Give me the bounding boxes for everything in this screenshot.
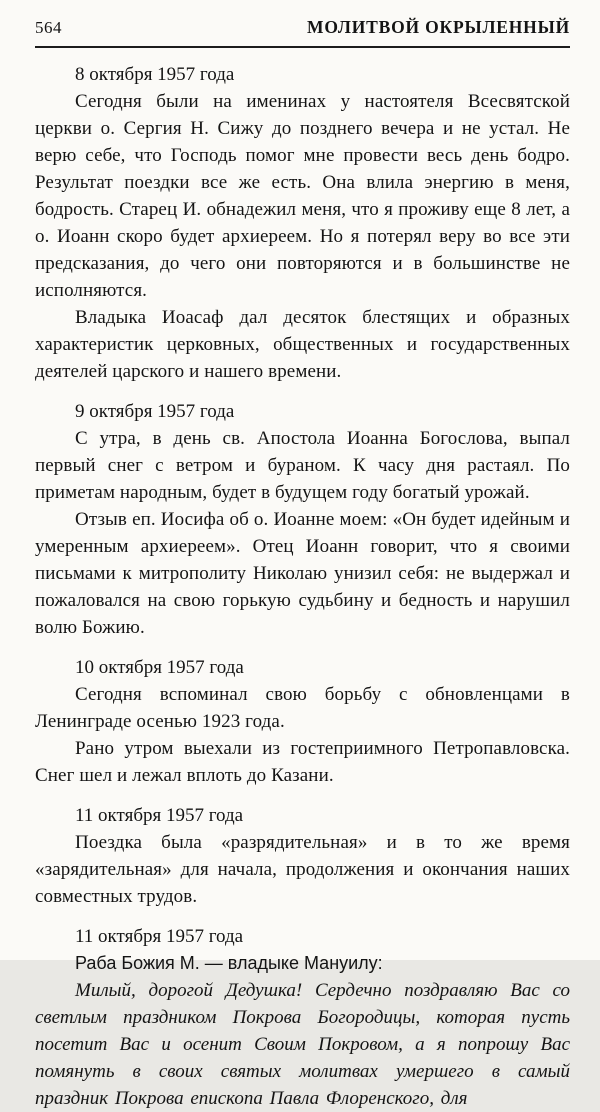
paragraph: Рано утром выехали из гостеприимного Петропавловска. Снег шел и лежал вплоть до Казани.	[35, 738, 570, 786]
paragraph: Сегодня вспоминал свою борьбу с обновленцами в Ленинграде осенью 1923 года.	[35, 684, 570, 732]
diary-entry	[35, 61, 570, 385]
page-number: 564	[35, 18, 62, 37]
paragraph: Владыка Иоасаф дал десяток блестящих и образных характеристик церковных, общественных и государственных деятелей царского и нашего времени.	[35, 307, 570, 382]
paragraph: Отзыв еп. Иосифа об о. Иоанне моем: «Он будет идейным и умеренным архиереем». Отец Иоанн говорит, что я своими письмами к митрополиту Николаю унизил себя: не выдержал и пожаловался на свою горькую судьбину и бедность и нарушил волю Божию.	[35, 509, 570, 638]
entry-date: 8 октября 1957 года	[75, 64, 235, 85]
letter-text: Милый, дорогой Дедушка! Сердечно поздравляю Вас со светлым праздником Покрова Богородицы, которая пусть посетит Вас и осенит Своим Покровом, а я попрошу Вас помянуть в своих святых молитвах умершего в самый праздник Покрова епископа Павла Флоренского, для	[35, 980, 570, 1109]
entry-date: 9 октября 1957 года	[75, 401, 235, 422]
paragraph: Сегодня были на именинах у настоятеля Всесвятской церкви о. Сергия Н. Сижу до позднего вечера и не устал. Не верю себе, что Господь помог мне провести весь день бодро. Результат поездки все же есть. Она влила энергию в меня, бодрость. Старец И. обнадежил меня, что я проживу еще 8 лет, а о. Иоанн скоро будет архиереем. Но я потерял веру во все эти предсказания, до чего они повторяются и в большинстве не исполняются.	[35, 91, 570, 301]
running-head	[35, 14, 570, 41]
paragraph: С утра, в день св. Апостола Иоанна Богослова, выпал первый снег с ветром и бураном. К часу дня растаял. По приметам народным, будет в будущем году богатый урожай.	[35, 428, 570, 503]
diary-entry	[35, 398, 570, 641]
diary-entry	[35, 802, 570, 910]
entry-date: 11 октября 1957 года	[75, 926, 244, 947]
entry-date: 10 октября 1957 года	[75, 657, 244, 678]
diary-entry	[35, 923, 570, 1112]
letter-salutation: Раба Божия М. — владыке Мануилу:	[75, 953, 383, 973]
header-rule	[35, 46, 570, 48]
diary-entry	[35, 654, 570, 789]
running-title: МОЛИТВОЙ ОКРЫЛЕННЫЙ	[307, 17, 570, 37]
paragraph: Поездка была «разрядительная» и в то же время «зарядительная» для начала, продолжения и окончания наших совместных трудов.	[35, 832, 570, 907]
entry-date: 11 октября 1957 года	[75, 805, 244, 826]
